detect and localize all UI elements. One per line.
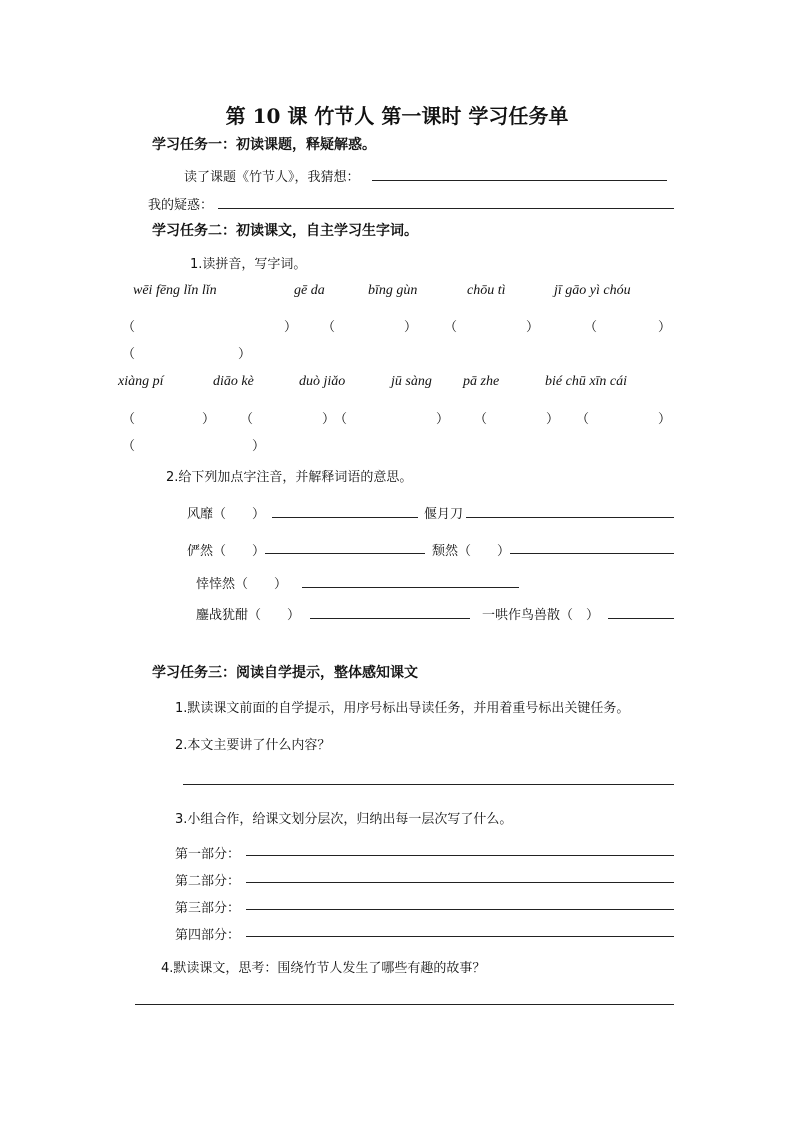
answer-paren-close: ） bbox=[238, 347, 252, 362]
answer-paren-open[interactable]: （ bbox=[122, 439, 136, 454]
pinyin-item: bīng gùn bbox=[368, 283, 418, 298]
answer-paren-open[interactable]: （ bbox=[240, 412, 254, 427]
answer-paren-close: ） bbox=[202, 412, 216, 427]
answer-paren-close: ） bbox=[404, 320, 418, 335]
task1-heading: 学习任务一：初读课题，释疑解惑。 bbox=[152, 137, 376, 153]
pinyin-item: gē da bbox=[294, 283, 325, 298]
part-label: 第四部分： bbox=[175, 928, 241, 943]
answer-line[interactable] bbox=[510, 553, 674, 554]
word-yihongzuoniaoshousan: 一哄作鸟兽散（ ） bbox=[482, 608, 600, 623]
answer-paren-open[interactable]: （ bbox=[122, 412, 136, 427]
word-aozhanyouhan: 鏖战犹酣（ ） bbox=[196, 608, 301, 623]
answer-line[interactable] bbox=[272, 517, 418, 518]
pinyin-item: chōu tì bbox=[467, 283, 506, 298]
part-label: 第一部分： bbox=[175, 847, 241, 862]
task3-heading: 学习任务三：阅读自学提示，整体感知课文 bbox=[152, 665, 418, 681]
pinyin-item: jū sàng bbox=[391, 374, 432, 389]
pinyin-item: diāo kè bbox=[213, 374, 254, 389]
answer-line[interactable] bbox=[135, 1004, 674, 1005]
answer-line[interactable] bbox=[246, 909, 674, 910]
guess-label: 读了课题《竹节人》，我猜想： bbox=[184, 170, 360, 185]
task3-q3: 3.小组合作，给课文划分层次，归纳出每一层次写了什么。 bbox=[175, 812, 513, 827]
doubt-answer-line[interactable] bbox=[218, 208, 674, 209]
answer-paren-open[interactable]: （ bbox=[122, 320, 136, 335]
answer-line[interactable] bbox=[302, 587, 519, 588]
answer-paren-open[interactable]: （ bbox=[122, 347, 136, 362]
answer-paren-open[interactable]: （ bbox=[322, 320, 336, 335]
task3-q4: 4.默读课文，思考：围绕竹节人发生了哪些有趣的故事？ bbox=[161, 961, 486, 976]
answer-line[interactable] bbox=[310, 618, 470, 619]
answer-line[interactable] bbox=[246, 882, 674, 883]
answer-paren-close: ） bbox=[658, 412, 672, 427]
page-title: 第 10 课 竹节人 第一课时 学习任务单 bbox=[225, 104, 569, 128]
answer-line[interactable] bbox=[246, 936, 674, 937]
doubt-label: 我的疑惑： bbox=[148, 198, 214, 213]
answer-line[interactable] bbox=[246, 855, 674, 856]
answer-line[interactable] bbox=[265, 553, 425, 554]
pinyin-item: xiàng pí bbox=[118, 374, 164, 389]
word-xingxingran: 悻悻然（ ） bbox=[196, 577, 288, 592]
answer-paren-close: ） bbox=[284, 320, 298, 335]
guess-answer-line[interactable] bbox=[372, 180, 667, 181]
task2-q1: 1.读拼音，写字词。 bbox=[190, 257, 307, 272]
task3-q1: 1.默读课文前面的自学提示，用序号标出导读任务，并用着重号标出关键任务。 bbox=[175, 701, 630, 716]
answer-paren-open[interactable]: （ bbox=[584, 320, 598, 335]
answer-line[interactable] bbox=[183, 784, 674, 785]
answer-paren-close: ） bbox=[436, 412, 450, 427]
task2-heading: 学习任务二：初读课文，自主学习生字词。 bbox=[152, 223, 418, 239]
task3-q2: 2.本文主要讲了什么内容？ bbox=[175, 738, 331, 753]
pinyin-item: duò jiǎo bbox=[299, 374, 346, 389]
word-yanyuedao: 偃月刀 bbox=[424, 507, 464, 522]
task2-q2: 2.给下列加点字注音，并解释词语的意思。 bbox=[166, 470, 413, 485]
answer-paren-open[interactable]: （ bbox=[334, 412, 348, 427]
answer-paren-close: ） bbox=[546, 412, 560, 427]
answer-paren-close: ） bbox=[526, 320, 540, 335]
word-yanran: 俨然（ ） bbox=[187, 544, 266, 559]
answer-line[interactable] bbox=[466, 517, 674, 518]
word-fengmi: 风靡（ ） bbox=[187, 507, 266, 522]
answer-paren-open[interactable]: （ bbox=[576, 412, 590, 427]
part-label: 第三部分： bbox=[175, 901, 241, 916]
answer-paren-open[interactable]: （ bbox=[474, 412, 488, 427]
answer-line[interactable] bbox=[608, 618, 674, 619]
answer-paren-close: ） bbox=[322, 412, 336, 427]
pinyin-item: pā zhe bbox=[463, 374, 500, 389]
answer-paren-open[interactable]: （ bbox=[444, 320, 458, 335]
pinyin-item: bié chū xīn cái bbox=[545, 374, 628, 389]
word-tuiran: 颓然（ ） bbox=[432, 544, 511, 559]
pinyin-item: jī gāo yì chóu bbox=[554, 283, 631, 298]
answer-paren-close: ） bbox=[252, 439, 266, 454]
answer-paren-close: ） bbox=[658, 320, 672, 335]
part-label: 第二部分： bbox=[175, 874, 241, 889]
pinyin-item: wēi fēng lǐn lǐn bbox=[133, 283, 217, 298]
